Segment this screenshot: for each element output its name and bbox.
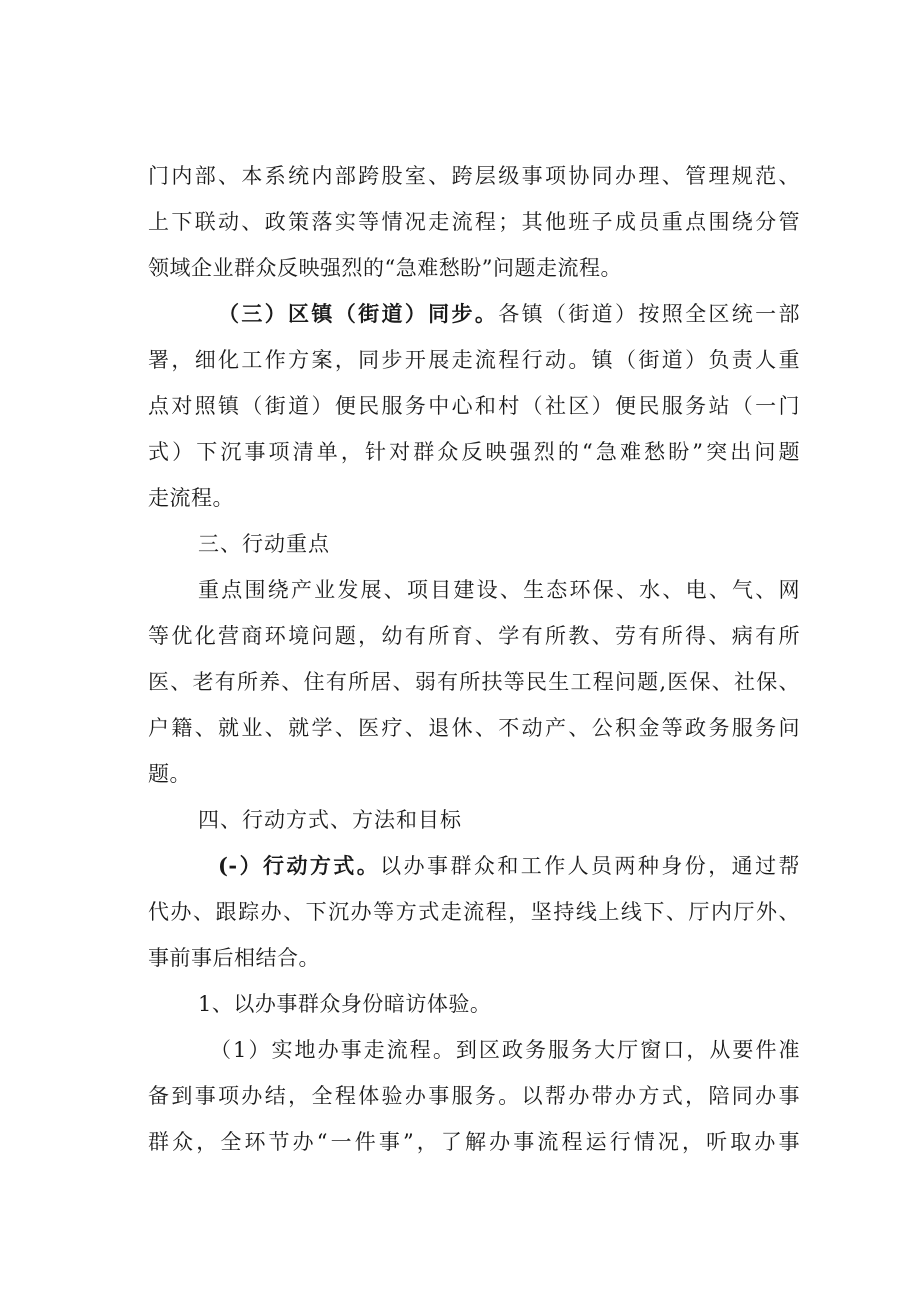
section-heading: 三、行动重点 [198,532,330,556]
subsection-title: （三）区镇（街道）同步。 [218,301,499,326]
body-text-line: 户籍、就业、就学、医疗、退休、不动产、公积金等政务服务问 [148,716,800,740]
section-heading: 四、行动方式、方法和目标 [198,808,462,832]
body-text-line: 重点围绕产业发展、项目建设、生态环保、水、电、气、网 [198,578,800,602]
body-text-line: 门内部、本系统内部跨股室、跨层级事项协同办理、管理规范、 [148,164,800,188]
subsection-title: (-）行动方式。 [218,853,381,878]
body-text-line: 署，细化工作方案，同步开展走流程行动。镇（街道）负责人重 [148,348,800,372]
subsection-paragraph-start [218,852,800,880]
body-text-line: 群众，全环节办“一件事”，了解办事流程运行情况，听取办事 [148,1130,800,1154]
body-text: 各镇（街道）按照全区统一部 [498,302,800,326]
body-text-line: （1）实地办事走流程。到区政务服务大厅窗口，从要件准 [210,1038,800,1062]
item-heading: 1、以办事群众身份暗访体验。 [198,992,492,1016]
body-text-line: 医、老有所养、住有所居、弱有所扶等民生工程问题,医保、社保、 [148,670,800,694]
body-text-line: 点对照镇（街道）便民服务中心和村（社区）便民服务站（一门 [148,394,800,418]
body-text-line: 式）下沉事项清单，针对群众反映强烈的“急难愁盼”突出问题 [148,440,800,464]
body-text-line: 领域企业群众反映强烈的“急难愁盼”问题走流程。 [148,256,622,280]
subsection-paragraph-start [218,300,800,328]
body-text-line: 走流程。 [148,486,234,510]
body-text: 以办事群众和工作人员两种身份，通过帮 [380,854,800,878]
body-text-line: 备到事项办结，全程体验办事服务。以帮办带办方式，陪同办事 [148,1084,800,1108]
body-text-line: 上下联动、政策落实等情况走流程；其他班子成员重点围绕分管 [148,210,800,234]
body-text-line: 事前事后相结合。 [148,946,320,970]
body-text-line: 代办、跟踪办、下沉办等方式走流程，坚持线上线下、厅内厅外、 [148,900,800,924]
body-text-line: 题。 [148,762,191,786]
body-text-line: 等优化营商环境问题，幼有所育、学有所教、劳有所得、病有所 [148,624,800,648]
